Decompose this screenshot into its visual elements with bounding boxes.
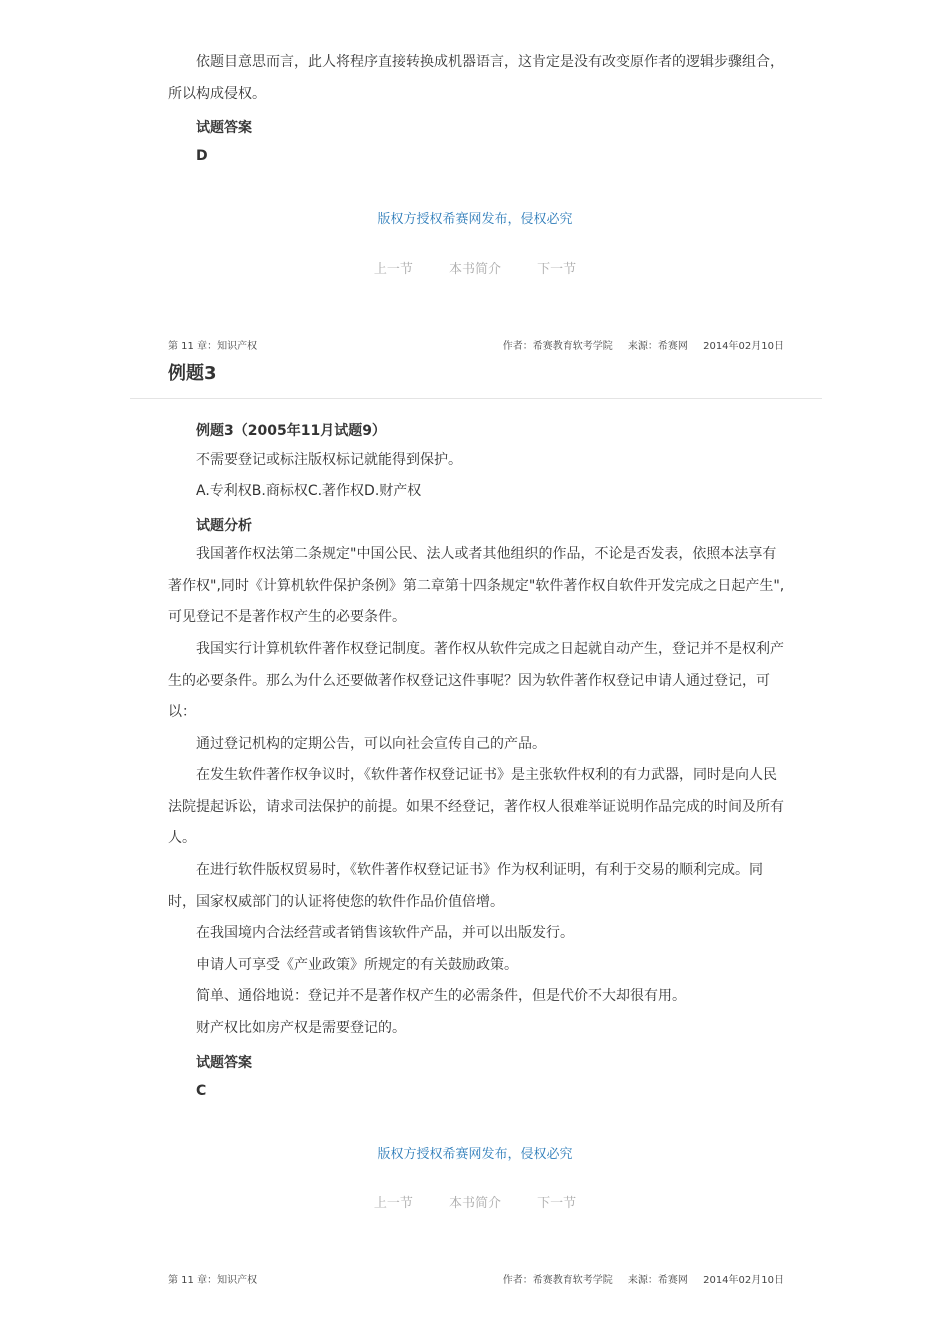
publish-date: 2014年02月10日 <box>703 1275 784 1286</box>
author: 作者：希赛教育软考学院 <box>502 1275 613 1286</box>
analysis-paragraph: 在进行软件版权贸易时，《软件著作权登记证书》作为权利证明，有利于交易的顺利完成。同时，国家权威部门的认证将使您的软件作品价值倍增。 <box>168 862 763 910</box>
book-intro-link[interactable]: 本书简介 <box>448 262 501 277</box>
chapter-nav <box>0 258 950 277</box>
chapter-label: 第 11 章：知识产权 <box>168 1275 258 1286</box>
author: 作者：希赛教育软考学院 <box>502 341 613 352</box>
question-options: A.专利权B.商标权C.著作权D.财产权 <box>196 483 422 499</box>
copyright-notice: 版权方授权希赛网发布，侵权必究 <box>377 1147 573 1162</box>
answer-heading: 试题答案 <box>196 1055 252 1071</box>
analysis-heading: 试题分析 <box>196 518 252 534</box>
copyright-notice: 版权方授权希赛网发布，侵权必究 <box>377 212 573 227</box>
analysis-paragraph: 申请人可享受《产业政策》所规定的有关鼓励政策。 <box>196 957 518 973</box>
chapter-label: 第 11 章：知识产权 <box>168 341 258 352</box>
article-meta <box>491 1271 784 1286</box>
book-intro-link[interactable]: 本书简介 <box>448 1196 501 1211</box>
answer-value: D <box>196 148 208 164</box>
analysis-paragraph: 通过登记机构的定期公告，可以向社会宣传自己的产品。 <box>196 736 546 752</box>
question-text: 不需要登记或标注版权标记就能得到保护。 <box>196 452 462 468</box>
source: 来源：希赛网 <box>627 1275 688 1286</box>
article-meta <box>491 337 784 352</box>
analysis-paragraph: 财产权比如房产权是需要登记的。 <box>196 1020 406 1036</box>
prev-section-link[interactable]: 上一节 <box>373 262 413 277</box>
analysis-paragraph: 依题目意思而言，此人将程序直接转换成机器语言，这肯定是没有改变原作者的逻辑步骤组合，所以构成侵权。 <box>168 54 784 102</box>
title-divider <box>130 398 822 399</box>
chapter-nav <box>0 1192 950 1211</box>
next-section-link[interactable]: 下一节 <box>537 262 577 277</box>
page-title: 例题3 <box>168 363 217 384</box>
next-section-link[interactable]: 下一节 <box>537 1196 577 1211</box>
prev-section-link[interactable]: 上一节 <box>373 1196 413 1211</box>
question-heading: 例题3（2005年11月试题9） <box>196 423 386 439</box>
analysis-paragraph: 我国实行计算机软件著作权登记制度。著作权从软件完成之日起就自动产生，登记并不是权利产生的必要条件。那么为什么还要做著作权登记这件事呢？因为软件著作权登记申请人通过登记，可以： <box>168 641 784 720</box>
publish-date: 2014年02月10日 <box>703 341 784 352</box>
analysis-paragraph: 在我国境内合法经营或者销售该软件产品，并可以出版发行。 <box>196 925 574 941</box>
answer-value: C <box>196 1083 207 1099</box>
analysis-paragraph: 简单、通俗地说：登记并不是著作权产生的必需条件，但是代价不大却很有用。 <box>196 988 686 1004</box>
analysis-paragraph: 我国著作权法第二条规定"中国公民、法人或者其他组织的作品，不论是否发表，依照本法享有著作权",同时《计算机软件保护条例》第二章第十四条规定"软件著作权自软件开发完成之日起产生",可见登记不是著作权产生的必要条件。 <box>168 546 785 625</box>
answer-heading: 试题答案 <box>196 120 252 136</box>
analysis-paragraph: 在发生软件著作权争议时，《软件著作权登记证书》是主张软件权利的有力武器，同时是向人民法院提起诉讼，请求司法保护的前提。如果不经登记，著作权人很难举证说明作品完成的时间及所有人。 <box>168 767 784 846</box>
source: 来源：希赛网 <box>627 341 688 352</box>
